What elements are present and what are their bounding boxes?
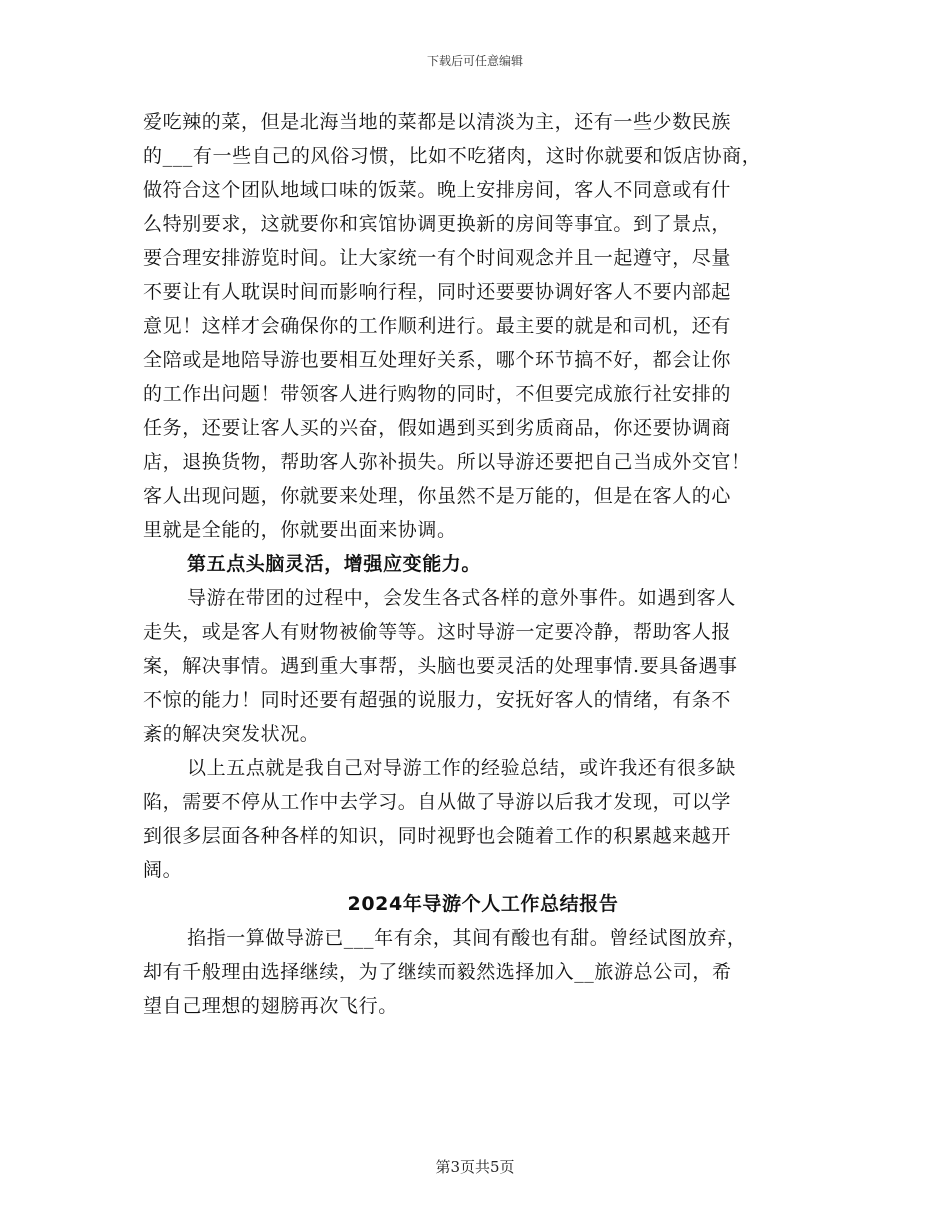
text-line: 到很多层面各种各样的知识，同时视野也会随着工作的积累越来越开 [143,825,732,847]
paragraph-4 [143,921,823,1023]
text-line: 意见！这样才会确保你的工作顺利进行。最主要的就是和司机，还有 [143,315,732,337]
text-line: 望自己理想的翅膀再次飞行。 [143,995,398,1017]
page-header: 下载后可任意编辑 [426,54,523,68]
section-heading: 第五点头脑灵活，增强应变能力。 [187,553,482,575]
text-line: 案，解决事情。遇到重大事帮，头脑也要灵活的处理事情.要具备遇事 [143,655,738,677]
text-line: 以上五点就是我自己对导游工作的经验总结，或许我还有很多缺 [187,757,736,779]
text-line: 的___有一些自己的风俗习惯，比如不吃猪肉，这时你就要和饭店协商， [143,145,762,167]
text-line: 不惊的能力！同时还要有超强的说服力，安抚好客人的情绪，有条不 [143,689,732,711]
text-line: 不要让有人耽误时间而影响行程，同时还要要协调好客人不要内部起 [143,281,732,303]
text-line: 任务，还要让客人买的兴奋，假如遇到买到劣质商品，你还要协调商 [143,417,732,439]
text-line: 紊的解决突发状况。 [143,723,320,745]
text-line: 掐指一算做导游已___年有余，其间有酸也有甜。曾经试图放弃， [187,927,747,949]
document-body [143,105,823,1023]
text-line: 做符合这个团队地域口味的饭菜。晚上安排房间，客人不同意或有什 [143,179,732,201]
text-line: 陷，需要不停从工作中去学习。自从做了导游以后我才发现，可以学 [143,791,732,813]
text-line: 要合理安排游览时间。让大家统一有个时间观念并且一起遵守，尽量 [143,247,732,269]
text-line: 客人出现问题，你就要来处理，你虽然不是万能的，但是在客人的心 [143,485,732,507]
text-line: 导游在带团的过程中，会发生各式各样的意外事件。如遇到客人 [187,587,736,609]
paragraph-1 [143,105,823,547]
text-line: 全陪或是地陪导游也要相互处理好关系，哪个环节搞不好，都会让你 [143,349,732,371]
text-line: 里就是全能的，你就要出面来协调。 [143,519,457,541]
text-line: 却有千般理由选择继续，为了继续而毅然选择加入__旅游总公司，希 [143,961,732,983]
report-title: 2024年导游个人工作总结报告 [347,893,619,915]
text-line: 阔。 [143,859,183,881]
text-line: 店，退换货物，帮助客人弥补损失。所以导游还要把自己当成外交官！ [143,451,751,473]
page-footer: 第3页共5页 [435,1158,515,1176]
text-line: 么特别要求，这就要你和宾馆协调更换新的房间等事宜。到了景点， [143,213,732,235]
paragraph-2 [143,581,823,751]
text-line: 走失，或是客人有财物被偷等等。这时导游一定要冷静，帮助客人报 [143,621,732,643]
text-line: 的工作出问题！带领客人进行购物的同时，不但要完成旅行社安排的 [143,383,732,405]
text-line: 爱吃辣的菜，但是北海当地的菜都是以清淡为主，还有一些少数民族 [143,111,732,133]
paragraph-3 [143,751,823,887]
